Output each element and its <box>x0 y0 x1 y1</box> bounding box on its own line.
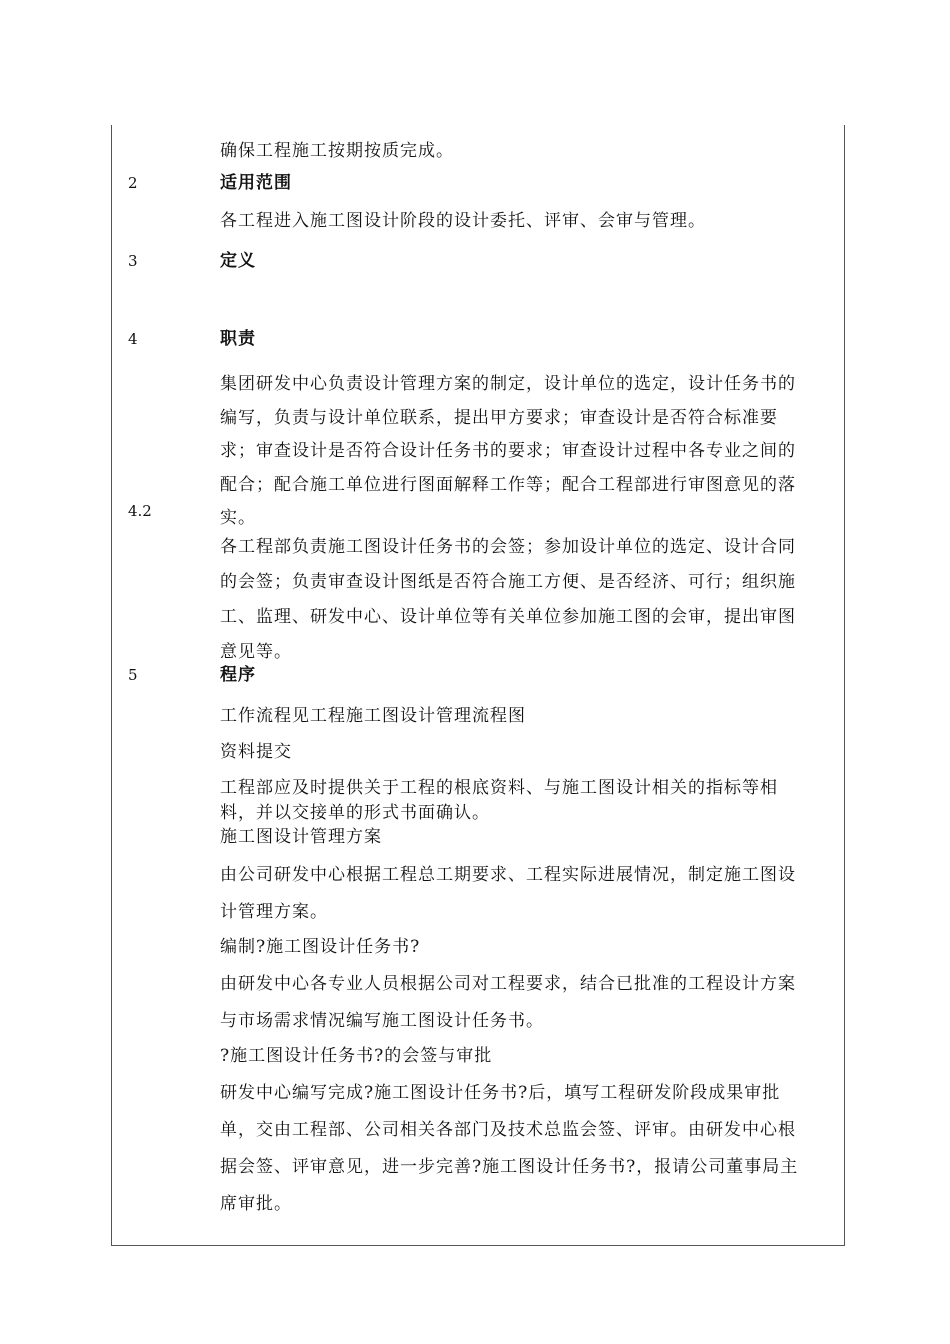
compile-line: 由研发中心各专业人员根据公司对工程要求，结合已批准的工程设计方案 <box>220 974 796 994</box>
compile-line: 与市场需求情况编写施工图设计任务书。 <box>220 1011 544 1031</box>
duty-2-line: 各工程部负责施工图设计任务书的会签；参加设计单位的选定、设计合同 <box>220 537 796 557</box>
sign-line: 单，交由工程部、公司相关各部门及技术总监会签、评审。由研发中心根 <box>220 1120 796 1140</box>
plan-body <box>220 857 796 931</box>
intro-line: 确保工程施工按期按质完成。 <box>220 141 454 161</box>
section-heading-duties: 职责 <box>220 329 256 349</box>
submit-line: 料，并以交接单的形式书面确认。 <box>220 803 490 823</box>
duty-1-line: 求；审查设计是否符合设计任务书的要求；审查设计过程中各专业之间的 <box>220 441 796 461</box>
section-number-3: 3 <box>128 252 138 270</box>
submit-line: 工程部应及时提供关于工程的根底资料、与施工图设计相关的指标等相 <box>220 778 778 798</box>
duty-1-line: 集团研发中心负责设计管理方案的制定，设计单位的选定，设计任务书的 <box>220 374 796 394</box>
duty-paragraph-2 <box>220 530 796 670</box>
duty-paragraph-1 <box>220 368 796 536</box>
sign-line: 研发中心编写完成?施工图设计任务书?后，填写工程研发阶段成果审批 <box>220 1083 781 1103</box>
section-number-4: 4 <box>128 330 138 348</box>
section-heading-scope: 适用范围 <box>220 173 292 193</box>
section-number-5: 5 <box>128 666 138 684</box>
duty-2-line: 意见等。 <box>220 642 292 662</box>
sign-line: 席审批。 <box>220 1194 292 1214</box>
plan-title: 施工图设计管理方案 <box>220 827 382 847</box>
plan-line: 计管理方案。 <box>220 902 328 922</box>
section-heading-definition: 定义 <box>220 251 256 271</box>
sign-line: 据会签、评审意见，进一步完善?施工图设计任务书?，报请公司董事局主 <box>220 1157 799 1177</box>
scope-text: 各工程进入施工图设计阶段的设计委托、评审、会审与管理。 <box>220 211 706 231</box>
duty-1-line: 配合；配合施工单位进行图面解释工作等；配合工程部进行审图意见的落 <box>220 474 796 495</box>
section-heading-procedure: 程序 <box>220 665 256 685</box>
submit-body <box>220 776 778 826</box>
duty-2-line: 工、监理、研发中心、设计单位等有关单位参加施工图的会审，提出审图 <box>220 607 796 627</box>
duty-1-line: 实。 <box>220 508 256 528</box>
submit-title: 资料提交 <box>220 742 292 762</box>
sign-title: ?施工图设计任务书?的会签与审批 <box>220 1046 493 1066</box>
sign-body <box>220 1075 798 1223</box>
compile-title: 编制?施工图设计任务书? <box>220 937 421 957</box>
flow-reference: 工作流程见工程施工图设计管理流程图 <box>220 706 526 726</box>
plan-line: 由公司研发中心根据工程总工期要求、工程实际进展情况，制定施工图设 <box>220 865 796 885</box>
section-number-2: 2 <box>128 174 138 192</box>
duty-2-line: 的会签；负责审查设计图纸是否符合施工方便、是否经济、可行；组织施 <box>220 572 796 592</box>
section-number-4-2: 4.2 <box>128 502 152 520</box>
duty-1-line: 编写，负责与设计单位联系，提出甲方要求；审查设计是否符合标准要 <box>220 407 778 428</box>
compile-body <box>220 966 796 1040</box>
